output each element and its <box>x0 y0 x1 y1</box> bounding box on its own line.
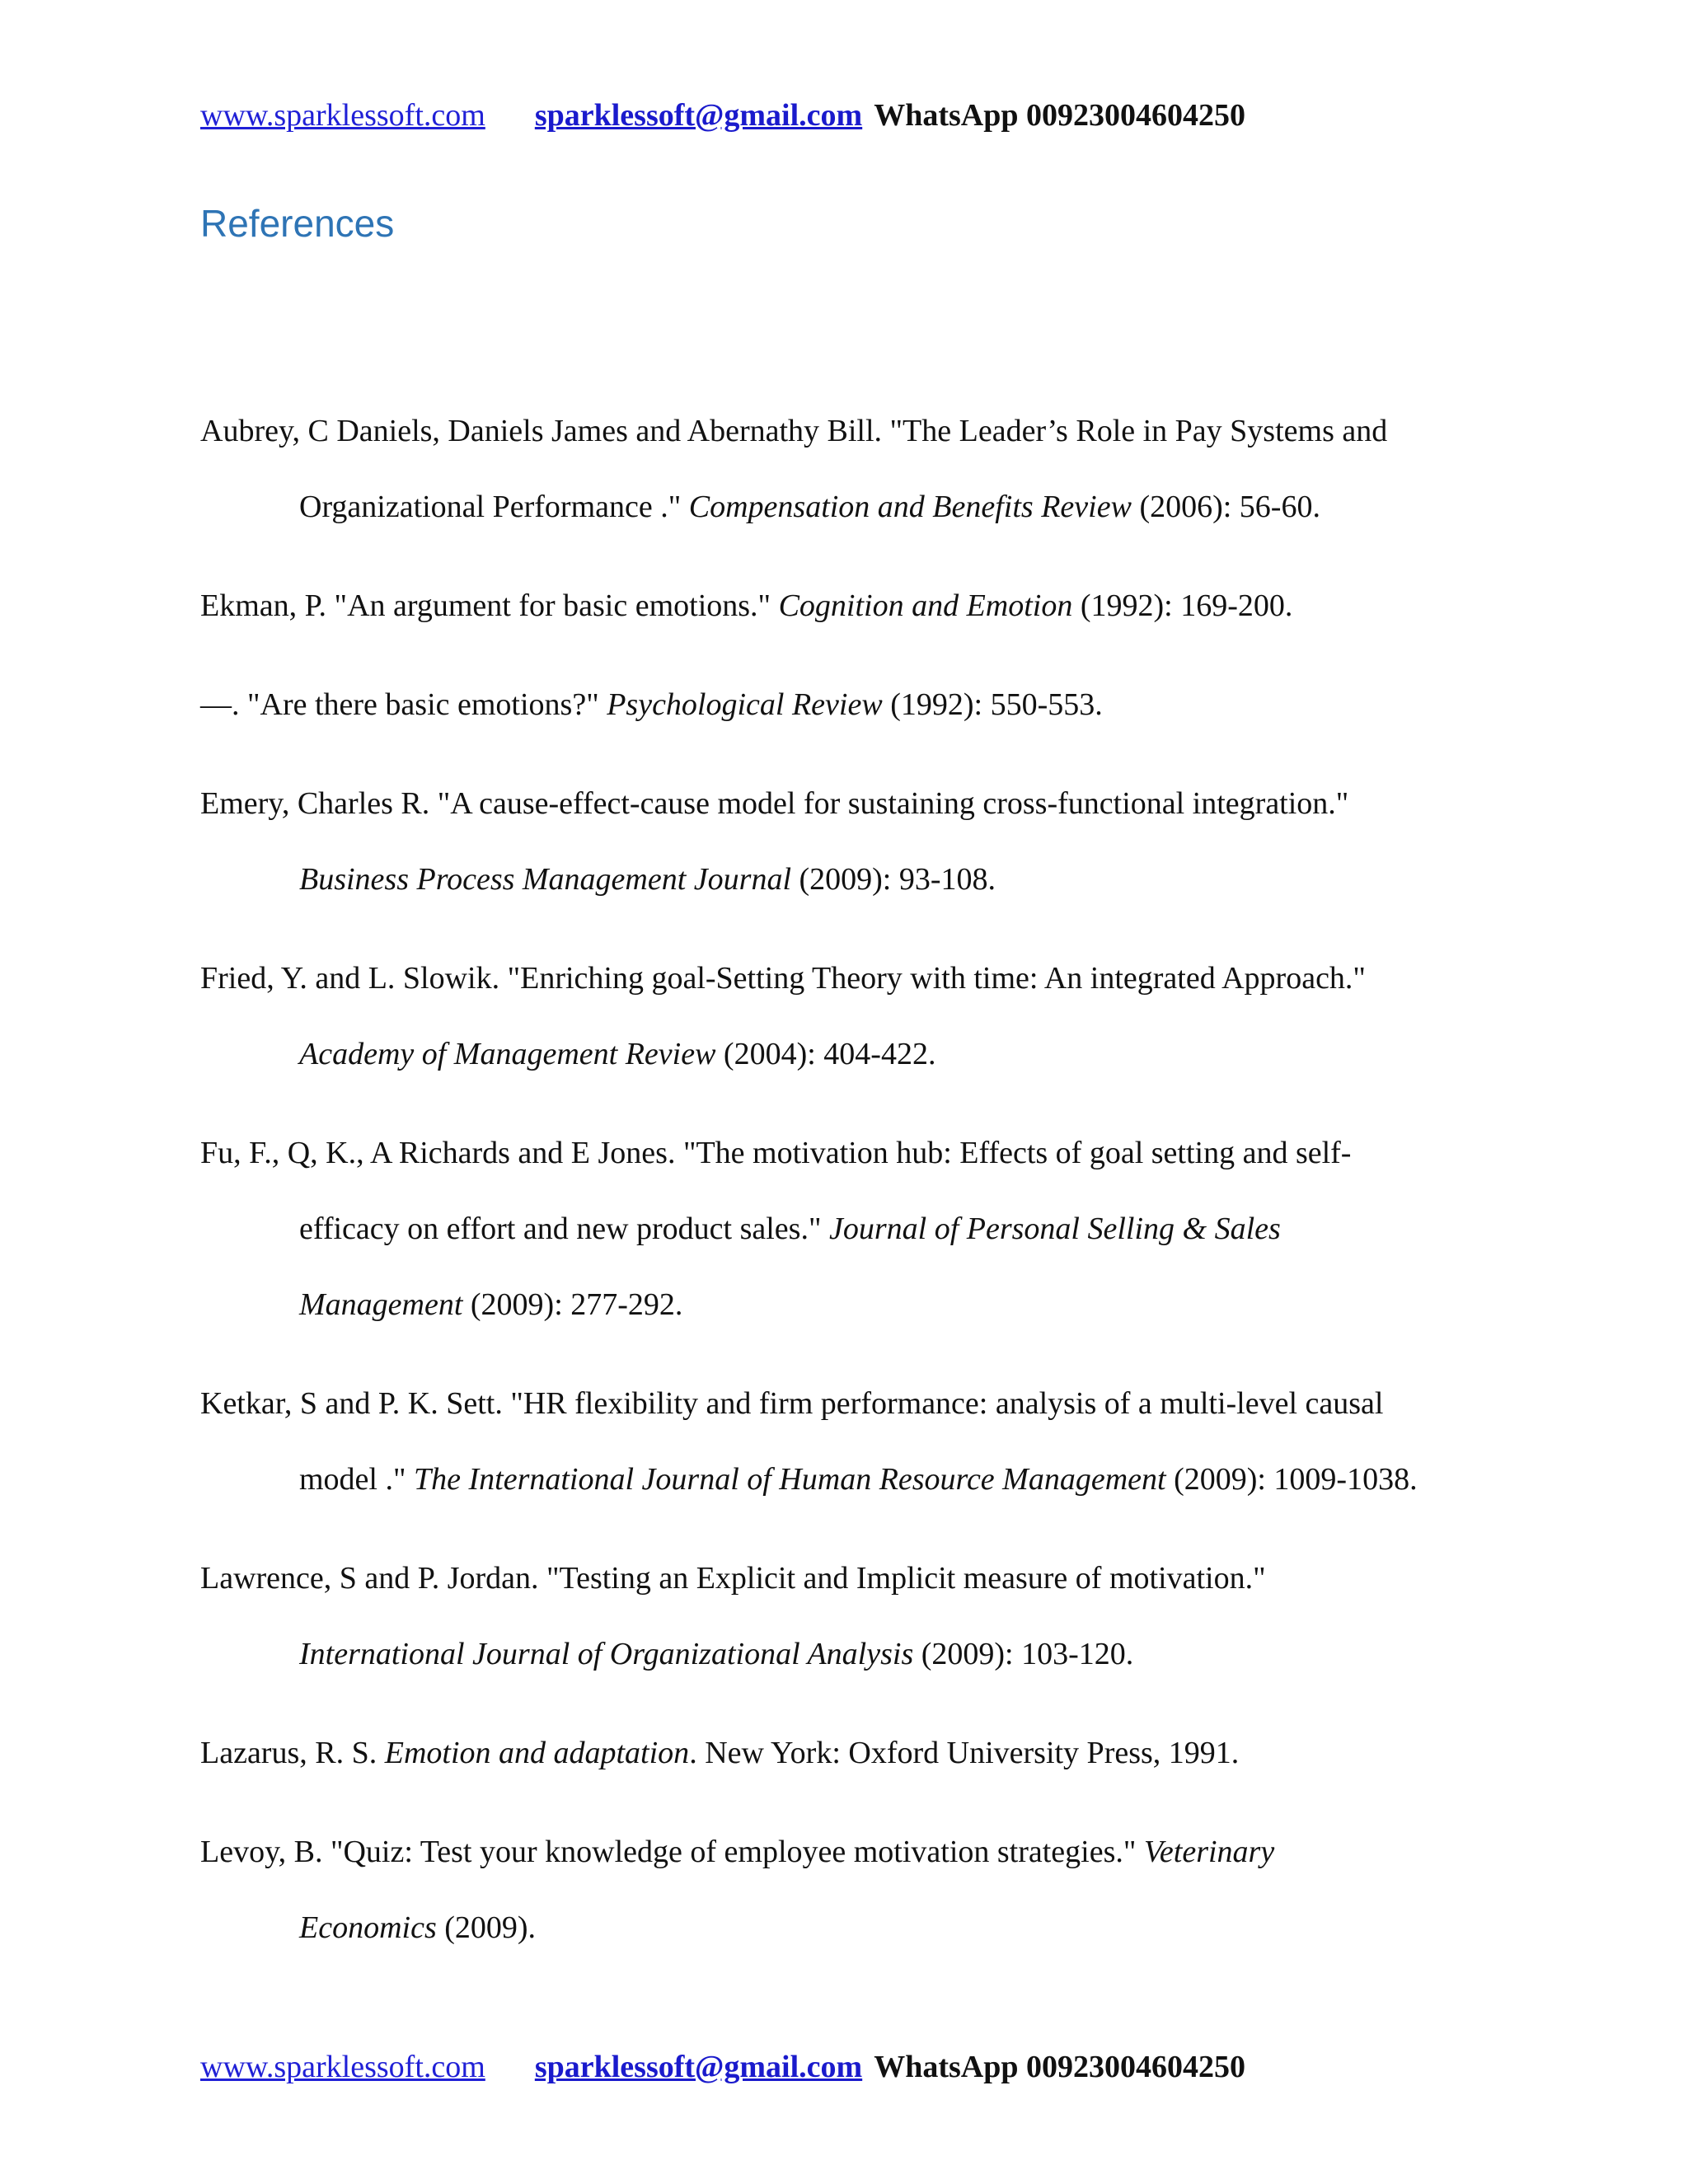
reference-line: Economics (2009). <box>299 1910 537 1945</box>
footer-email-link[interactable]: sparklessoft@gmail.com <box>534 2050 863 2084</box>
header-contact-line <box>200 97 1245 134</box>
reference-line: Emery, Charles R. "A cause-effect-cause model for sustaining cross-functional integration." <box>200 786 1349 821</box>
reference-line: Business Process Management Journal (2009): 93-108. <box>299 862 996 897</box>
header-whatsapp: WhatsApp 00923004604250 <box>874 98 1245 133</box>
reference-line: model ." The International Journal of Human Resource Management (2009): 1009-1038. <box>299 1462 1418 1497</box>
reference-line: Organizational Performance ." Compensation and Benefits Review (2006): 56-60. <box>299 490 1320 524</box>
reference-line: Management (2009): 277-292. <box>299 1287 683 1322</box>
reference-line: Levoy, B. "Quiz: Test your knowledge of employee motivation strategies." Veterinary <box>200 1835 1275 1869</box>
header-website-link[interactable]: www.sparklessoft.com <box>200 98 485 133</box>
reference-item <box>200 402 1519 577</box>
reference-list <box>200 402 1519 1975</box>
reference-line: Fu, F., Q, K., A Richards and E Jones. "The motivation hub: Effects of goal setting and self- <box>200 1136 1352 1170</box>
page-heading: References <box>200 202 395 245</box>
reference-item <box>200 1823 1519 1975</box>
reference-item <box>200 676 1519 775</box>
reference-line: Ekman, P. "An argument for basic emotions." Cognition and Emotion (1992): 169-200. <box>200 588 1293 623</box>
reference-line: Lawrence, S and P. Jordan. "Testing an Explicit and Implicit measure of motivation." <box>200 1561 1266 1596</box>
reference-line: International Journal of Organizational Analysis (2009): 103-120. <box>299 1637 1134 1671</box>
footer-website-link[interactable]: www.sparklessoft.com <box>200 2050 485 2084</box>
reference-item <box>200 1549 1519 1724</box>
header-email-link[interactable]: sparklessoft@gmail.com <box>534 98 863 133</box>
reference-line: Academy of Management Review (2004): 404-422. <box>299 1037 936 1071</box>
reference-line: Fried, Y. and L. Slowik. "Enriching goal-Setting Theory with time: An integrated Approach." <box>200 961 1366 996</box>
reference-item <box>200 1124 1519 1375</box>
reference-line: Aubrey, C Daniels, Daniels James and Abernathy Bill. "The Leader’s Role in Pay Systems and <box>200 414 1388 448</box>
reference-line: Lazarus, R. S. Emotion and adaptation. New York: Oxford University Press, 1991. <box>200 1736 1240 1770</box>
reference-line: efficacy on effort and new product sales." Journal of Personal Selling & Sales <box>299 1212 1281 1246</box>
reference-item <box>200 577 1519 676</box>
reference-item <box>200 1375 1519 1549</box>
reference-line: —. "Are there basic emotions?" Psychological Review (1992): 550-553. <box>200 687 1103 722</box>
reference-item <box>200 775 1519 949</box>
reference-item <box>200 949 1519 1124</box>
footer-whatsapp: WhatsApp 00923004604250 <box>874 2050 1245 2084</box>
reference-line: Ketkar, S and P. K. Sett. "HR flexibility and firm performance: analysis of a multi-level causal <box>200 1386 1384 1421</box>
reference-item <box>200 1724 1519 1823</box>
footer-contact-line <box>200 2049 1245 2085</box>
